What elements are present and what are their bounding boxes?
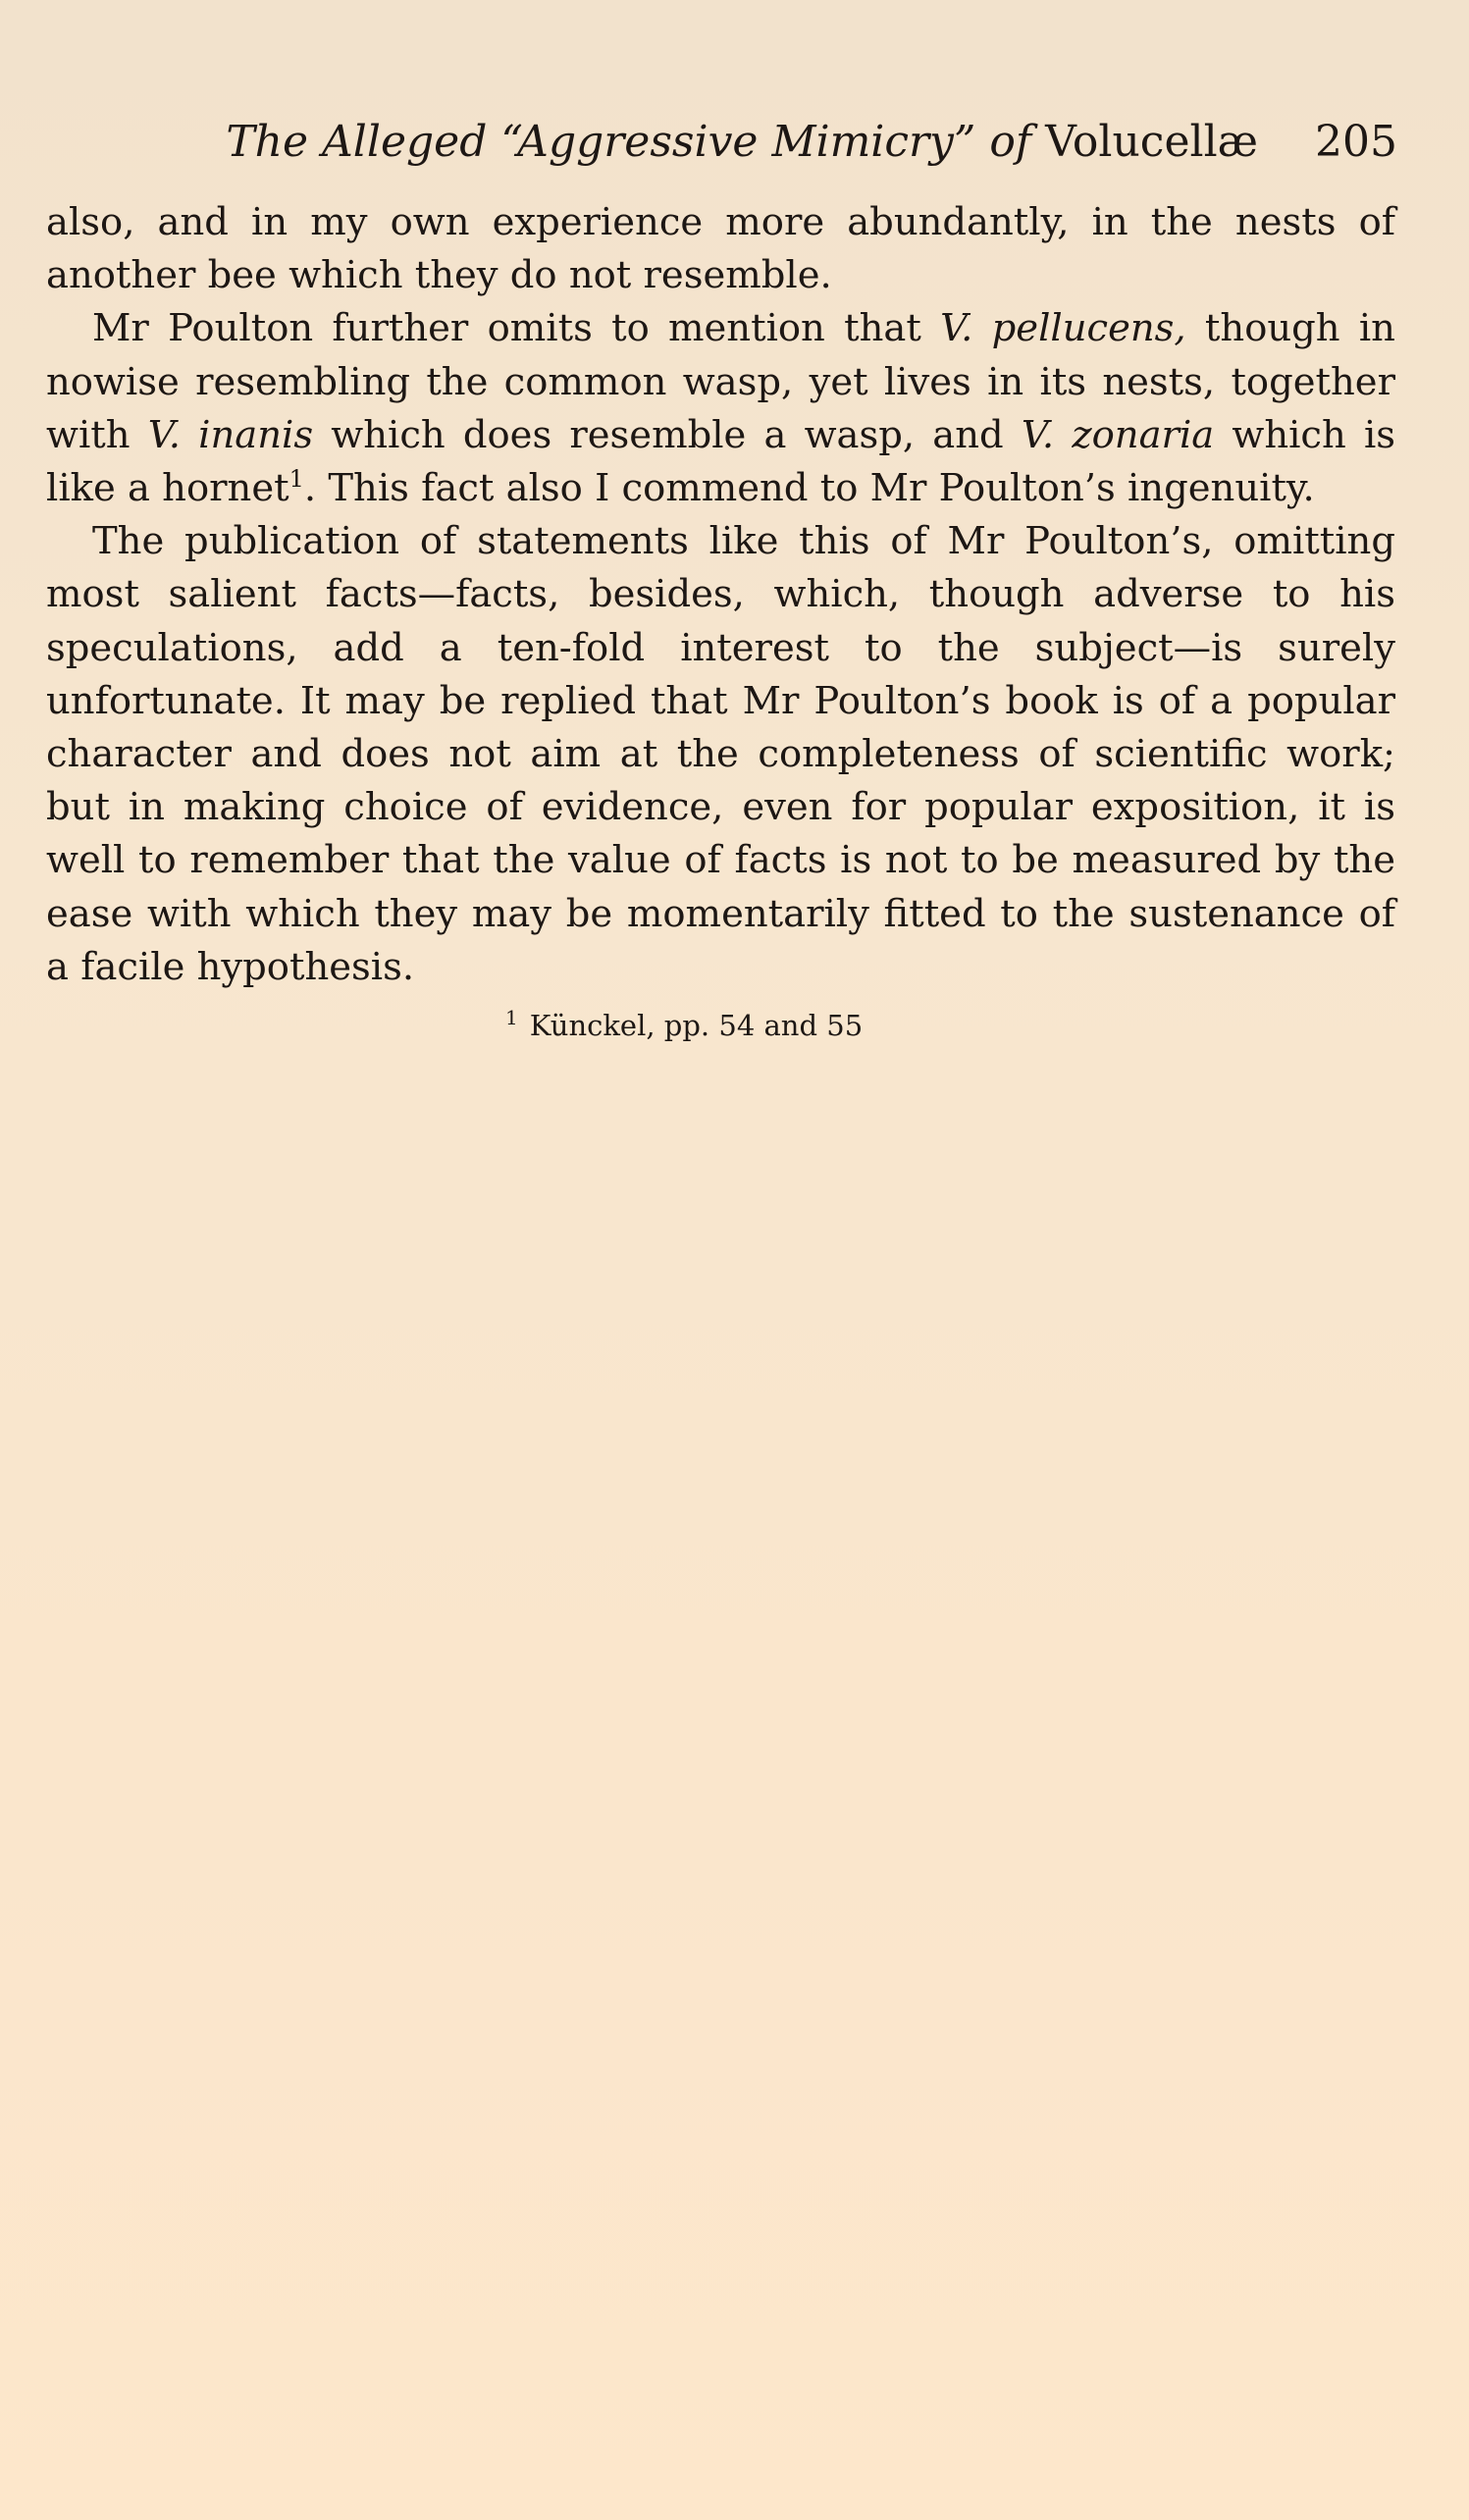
species-name: V. pellucens, [940,306,1186,351]
running-title [226,103,1258,182]
running-title-italic: The Alleged [226,117,501,167]
footnote-mark: 1 [505,1006,518,1030]
text-run: . This fact also I commend to Mr Poulton’s ingenuity. [303,466,1315,511]
paragraph [46,302,1395,515]
footnote-text: Künckel, pp. 54 and 55 [529,1009,864,1043]
paragraph: also, and in my own experience more abundantly, in the nests of another bee which they do not resemble. [46,200,1395,298]
text-run: though in nowise resembling the common wasp, yet lives in its nests, together with [46,306,1395,457]
book-page [46,103,1395,1043]
species-name: V. inanis [147,412,314,457]
paragraph: The publication of statements like this of Mr Poulton’s, omitting most salient facts—facts, besides, which, though adverse to his speculations, add a ten-fold interest to the subject—is surely unfortunate. It may be replied that Mr Poulton’s book is of a popular character and does not aim at the completeness of scientific work; but in making choice of evidence, even for popular exposition, it is well to remember that the value of facts is not to be measured by the ease with which they may be momentarily fitted to the sustenance of a facile hypothesis. [46,519,1395,989]
text-run: Mr Poulton further omits to mention that [92,306,941,351]
body-text [46,196,1395,994]
running-title-genus: Volucellæ [1045,117,1258,167]
footnote-reference[interactable]: 1 [289,465,304,494]
page-number: 205 [1315,117,1397,167]
species-name: V. zonaria [1021,412,1215,457]
running-head [46,103,1395,182]
footnote [46,1008,1395,1043]
text-run: which is like a hornet [46,412,1396,511]
running-title-of: of [975,117,1046,167]
running-title-quoted: “Aggressive Mimicry” [500,117,976,167]
text-run: which does resemble a wasp, and [313,412,1022,457]
